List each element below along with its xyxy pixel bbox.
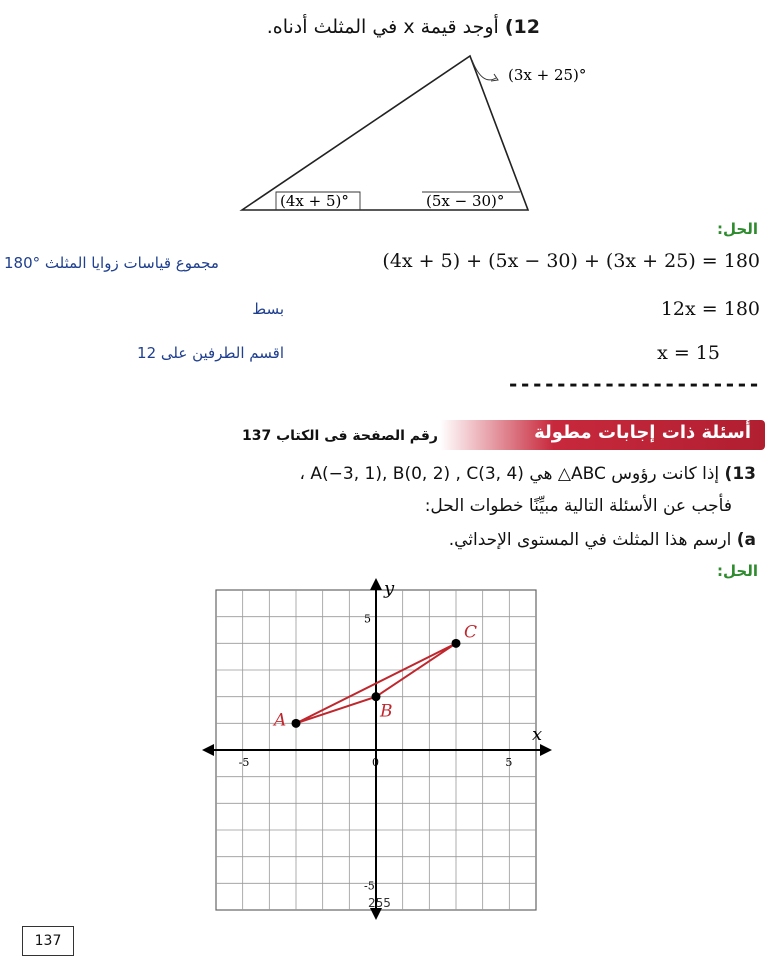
point-b xyxy=(372,692,381,701)
y-axis-arrow-up-icon xyxy=(370,578,382,590)
x-tick-label: -5 xyxy=(238,756,250,769)
page-number: 255 xyxy=(368,896,391,910)
section-banner xyxy=(440,420,765,450)
right-angle-label: (5x − 30)° xyxy=(426,192,505,210)
solution-label-2: الحل: xyxy=(717,562,758,580)
point-a xyxy=(292,719,301,728)
banner-page-ref: رقم الصفحة فى الكتاب 137 xyxy=(241,428,438,444)
point-label-b: B xyxy=(380,701,393,722)
banner-title: أسئلة ذات إجابات مطولة xyxy=(534,422,751,443)
triangle-figure xyxy=(230,50,587,220)
y-tick-label: 5 xyxy=(364,612,371,626)
point-c xyxy=(452,639,461,648)
part-a-label: a) xyxy=(736,530,756,550)
question-13-text-1: إذا كانت رؤوس ABC△ هي A(−3, 1), B(0, 2) , C(3, 4) ، xyxy=(299,464,720,484)
coordinate-plane xyxy=(180,580,580,920)
solution-label-1: الحل: xyxy=(717,220,758,238)
x-tick-label: 5 xyxy=(505,756,513,769)
question-13-number: 13) xyxy=(724,464,756,484)
step-2-equation: 12x = 180 xyxy=(660,298,760,320)
step-1-note: مجموع قياسات زوايا المثلث °180 xyxy=(4,254,219,272)
top-angle-label: (3x + 25)° xyxy=(508,66,587,84)
question-13-part-a xyxy=(449,530,756,550)
page-box-number: 137 xyxy=(22,926,74,956)
separator-line: --------------------- xyxy=(507,372,760,396)
question-12-text: أوجد قيمة x في المثلث أدناه. xyxy=(266,16,499,38)
step-1-equation: (4x + 5) + (5x − 30) + (3x + 25) = 180 xyxy=(382,250,760,272)
x-tick-label: 0 xyxy=(372,756,379,769)
y-tick-label: -5 xyxy=(364,879,375,893)
part-a-text: ارسم هذا المثلث في المستوى الإحداثي. xyxy=(448,530,732,550)
point-label-a: A xyxy=(274,710,287,731)
question-12 xyxy=(267,16,540,38)
step-3-equation: x = 15 xyxy=(657,342,720,364)
step-2-note: بسط xyxy=(252,300,284,318)
question-13-line-2: فأجب عن الأسئلة التالية مبيِّنًا خطوات الحل: xyxy=(424,496,732,516)
step-3-note: اقسم الطرفين على 12 xyxy=(137,344,284,362)
x-axis-arrow-left-icon xyxy=(202,744,214,756)
question-12-number: 12) xyxy=(504,16,540,38)
y-axis-label: y xyxy=(384,578,395,599)
left-angle-label: (4x + 5)° xyxy=(280,192,349,210)
x-axis-label: x xyxy=(532,724,543,745)
question-13-line-1 xyxy=(300,464,757,484)
x-axis-arrow-right-icon xyxy=(540,744,552,756)
point-label-c: C xyxy=(464,622,478,643)
